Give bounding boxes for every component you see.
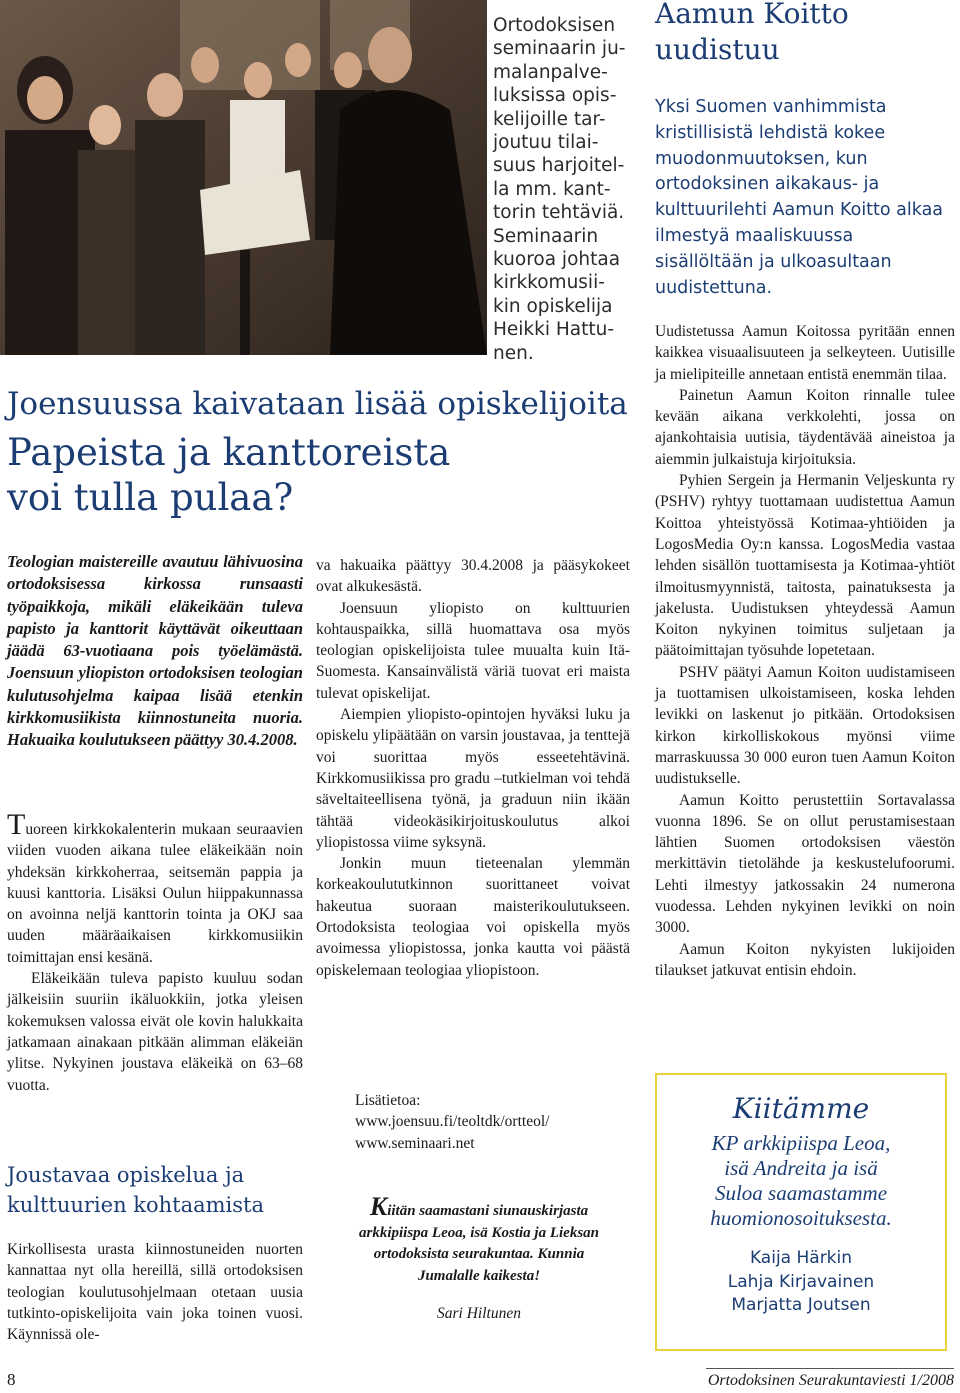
caption-line: Seminaarin (493, 225, 599, 247)
article-paragraph: Joensuun yliopisto on kulttuurien kohtauspaikka, sillä huomattava osa myös teologian opiskelijoista tulee muualta kuin Itä-Suomesta. Kansainvälistä väriä tuovat eri maista tulevat opiskelijat. (316, 599, 630, 702)
headline-line: Papeista ja kanttoreista (7, 431, 451, 474)
footer-divider (706, 1368, 954, 1369)
contact-label: Lisätietoa: (355, 1092, 421, 1109)
caption-line: kelijoille tar- (493, 108, 606, 130)
caption-line: nen. (493, 342, 534, 364)
article-paragraph (7, 808, 303, 968)
paragraph-text: uoreen kirkkokalenterin mukaan seuraavien viiden vuoden aikana tulee eläkeikään noin yhdeksän kirkkoherraa, seitsemän pappia ja kuusi kanttoria. Lisäksi Oulun hiippakunnassa on avoinna neljä kanttorin tointa ja OKJ saa uuden määräaikaisen kirkkomusiikin toimittajan ensi kesänä. (7, 821, 303, 966)
thanks-box-name: Kaija Härkin (749, 1248, 853, 1268)
publication-name: Ortodoksinen Seurakuntaviesti 1/2008 (707, 1372, 954, 1389)
contact-link[interactable]: www.seminaari.net (355, 1134, 475, 1152)
thanks-box-line: huomionosoituksesta. (710, 1206, 892, 1230)
thanks-box-title: Kiitämme (732, 1092, 870, 1125)
caption-line: Ortodoksisen (493, 15, 616, 36)
thanks-signature: Sari Hiltunen (437, 1305, 521, 1322)
article-paragraph: va hakuaika päättyy 30.4.2008 ja pääsykokeet ovat alkukesästä. (316, 557, 630, 596)
article-body-col2 (316, 555, 630, 981)
caption-line: Heikki Hattu- (493, 319, 615, 341)
caption-line: joutuu tilai- (493, 132, 599, 154)
thanks-box-name: Lahja Kirjavainen (727, 1271, 875, 1292)
caption-line: kirkkomusii- (493, 272, 605, 294)
choir-photo (0, 0, 487, 355)
headline-line: voi tulla pulaa? (7, 476, 294, 519)
article-subheading: Joustavaa opiskelua ja kulttuurien kohtaamista (7, 1163, 265, 1217)
article-paragraph: Eläkeikään tuleva papisto kuuluu sodan jälkeisiin suuriin ikäluokkiin, jotka yleisen kokemuksen valossa eivät ole kovin halukkaita jatkamaan ainakaan pitkään alimman eläkeiän ylitse. Nykyinen joustava eläkeikä on 63–68 vuotta. (7, 970, 303, 1094)
caption-line: kin opiskelija (493, 295, 613, 317)
thanks-box-text (657, 1131, 945, 1231)
thanks-box-line: KP arkkipiispa Leoa, (711, 1131, 891, 1155)
contact-info (355, 1090, 625, 1154)
article-lead: Teologian maistereille avautuu lähivuosina ortodoksisessa kirkossa runsaasti työpaikkoja, mikäli eläkeikään tuleva papisto ja kanttorit käyttävät oikeuttaan jäädä 63-vuotiaana pois työelämästä. Joensuun yliopiston ortodoksisen teologian kulutusohjelma kaipaa lisää etenkin kirkkomusiikista kiinnostuneita nuoria. Hakuaika koulutukseen päättyy 30.4.2008. (7, 552, 303, 750)
caption-line: seminaarin ju- (493, 38, 626, 60)
thanks-note (343, 1192, 615, 1287)
sidebar-paragraph: Aamun Koitto perustettiin Sortavalassa vuonna 1896. Se on ollut perustamisestaan lähtien Suomen ortodoksisen väestön merkittävin tietolähde ja keskustelufoorumi. Lehti ilmestyy jatkossakin 24 numerona vuodessa. Lehden nykyinen levikki on noin 3000. (655, 791, 955, 937)
contact-link[interactable]: www.joensuu.fi/teoltdk/ortteol/ (355, 1113, 550, 1131)
caption-line: la mm. kant- (493, 178, 611, 200)
caption-line: malanpalve- (493, 61, 608, 83)
sidebar-body (655, 321, 955, 981)
sidebar-paragraph: PSHV päätyi Aamun Koiton uudistamiseen ja tuottamisen ulkoistamiseen, koska lehden levikki on laskenut jo pitkään. Ortodoksisen kirkon kirkolliskokous myönsi viime marraskuussa 30 000 euron tuen Aamun Koiton uudistukselle. (655, 663, 955, 788)
sidebar-paragraph: Pyhien Sergein ja Hermanin Veljeskunta ry (PSHV) ryhtyy tuottamaan uudistettua Aamun Koittoa yhteistyössä Kotimaa-yhtiöiden ja LogosMedia Oy:n kanssa. LogosMedia vastaa lehden sisällön tuottamisesta ja Kotimaa-yhtiöt ilmoitusmyynnistä, taitosta, painatuksesta ja jakelusta. Uudistuksen yhteydessä Aamun Koiton nykyinen toimitus suljetaan ja päätoimittajan työsuhde lopetetaan. (655, 472, 955, 660)
photo-caption (493, 14, 633, 365)
article-headline (7, 430, 527, 520)
sidebar-title-line: uudistuu (655, 33, 780, 66)
sidebar-title-line: Aamun Koitto (655, 0, 849, 30)
article-paragraph: Jonkin muun tieteenalan ylemmän korkeakoulututkinnon suorittaneet voivat hakeutua suoraan maisterikoulutukseen. Ortodoksista teologiaa voi opiskella myös avoimessa yliopistossa, jonka kautta voi päästä opiskelemaan teologiaa yliopistoon. (316, 855, 630, 979)
thanks-box-line: isä Andreita ja isä (724, 1156, 878, 1180)
caption-line: luksissa opis- (493, 85, 617, 107)
article-paragraph: Kirkollisesta urasta kiinnostuneiden nuorten kannattaa nyt olla hereillä, sillä ortodoksisen teologian koulutusohjelmaan otetaan uusia tutkinto-opiskelijoita vain joka toinen vuosi. Käynnissä ole- (7, 1241, 303, 1344)
sidebar-lead: Yksi Suomen vanhimmista kristillisistä lehdistä kokee muodonmuutoksen, kun ortodoksinen aikakaus- ja kulttuurilehti Aamun Koitto alkaa ilmestyä maaliskuussa sisällöltään ja ulkoasultaan uudistettuna. (655, 97, 944, 298)
article-kicker: Joensuussa kaivataan lisää opiskelijoita (7, 386, 628, 422)
article-paragraph: Aiempien yliopisto-opintojen hyväksi luku ja opiskelu ylipäätään on varsin joustavaa, ja tenttejä voi suorittaa myös esseetehtävinä. Kirkkomusiikissa pro gradu –tutkielman voi tehdä säveltaiteellisena työnä, ja graduun niin ikään tähtää videokäsikirjoituskoulutus alkoi yliopistossa viime syksynä. (316, 706, 630, 851)
thanks-text: iitän saamastani siunauskirjasta arkkipiispa Leoa, isä Kostia ja Lieksan ortodoksista seurakuntaa. Kunnia Jumalalle kaikesta! (358, 1203, 599, 1284)
thanks-box (655, 1073, 947, 1351)
drop-cap: T (7, 808, 26, 841)
thanks-box-names (657, 1247, 945, 1318)
sidebar-title (655, 0, 955, 68)
drop-cap: K (369, 1192, 388, 1221)
sidebar-paragraph: Uudistetussa Aamun Koitossa pyritään ennen kaikkea visuaalisuuteen ja selkeyteen. Uutisille ja mielipiteille annetaan entistä enemmän tilaa. (655, 323, 955, 383)
thanks-box-name: Marjatta Joutsen (731, 1295, 871, 1315)
thanks-box-line: Suloa saamastamme (714, 1181, 888, 1205)
article-body-col1 (7, 808, 303, 1096)
choir-photo-illustration (0, 0, 487, 355)
sidebar-paragraph: Painetun Aamun Koiton rinnalle tulee kevään aikana verkkolehti, jossa on ajankohtaisia uutisia, täydentävää aineistoa ja aiemmin julkaistuja kirjoituksia. (655, 386, 955, 468)
caption-line: kuoroa johtaa (493, 249, 621, 271)
caption-line: torin tehtäviä. (493, 202, 625, 224)
article-body-col1-bottom (7, 1239, 303, 1345)
caption-line: suus harjoitel- (493, 155, 625, 177)
page-number: 8 (7, 1370, 16, 1389)
sidebar-paragraph: Aamun Koiton nykyisten lukijoiden tilaukset jatkuvat entisin ehdoin. (655, 940, 955, 979)
